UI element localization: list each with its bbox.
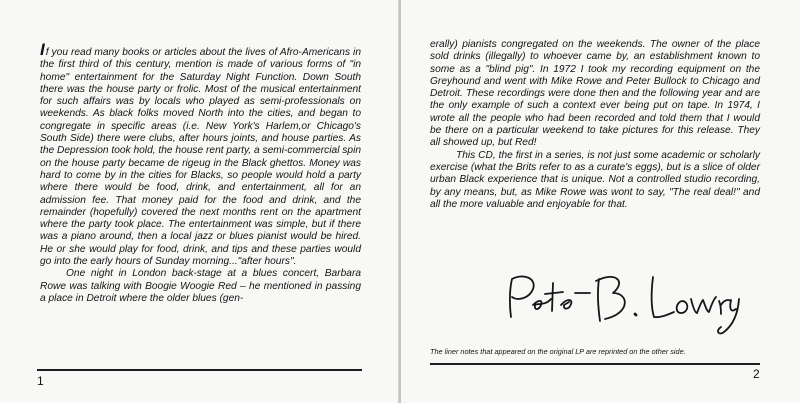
right-page-number: 2 (753, 367, 760, 381)
left-page-text (40, 40, 361, 305)
right-page-text (430, 39, 760, 211)
left-paragraph-2: One night in London back-stage at a blues concert, Barbara Rowe was talking with Boogie Woogie Red – he mentioned in passing a place in Detroit where the older blues (gen- (40, 268, 361, 304)
right-page-rule (430, 363, 760, 365)
right-paragraph-1: erally) pianists congregated on the weekends. The owner of the place sold drinks (illegally) to whoever came by, an establishment known to some as a "blind pig". In 1972 I took my recording equipment on the Greyhound and went with Mike Rowe and Peter Bullock to Chicago and Detroit. These recordings were done then and the following year and are the only example of such a context ever being put on tape. In 1974, I wrote all the people who had been recorded and told them that I would be there on a particular weekend to take pictures for this release. They all showed up, but Red! (430, 39, 760, 149)
signature-stroke-dot (635, 314, 636, 315)
signature-stroke-e (533, 299, 551, 309)
right-page (401, 0, 800, 403)
signature-stroke-b (596, 277, 625, 321)
right-paragraph-2: This CD, the first in a series, is not just some academic or scholarly exercise (what the Brits refer to as a curate's eggs), but is a slice of older urban Black experience that is unique. Not a controlled studio recording, by any means, but, as Mike Rowe was wont to say, "The real deal!" and all the more valuable and enjoyable for that. (430, 149, 760, 210)
liner-notes-footnote: The liner notes that appeared on the original LP are reprinted on the other side. (430, 347, 686, 356)
left-paragraph-1 (40, 40, 361, 268)
signature-stroke-w (691, 297, 716, 313)
signature-stroke-r (719, 300, 731, 314)
left-page-number: 1 (37, 374, 44, 388)
signature-stroke-l (652, 277, 674, 317)
left-page (0, 0, 399, 403)
signature-stroke-t (545, 283, 563, 311)
left-paragraph-1-body: f you read many books or articles about the lives of Afro-Americans in the first third of this century, mention is made of various forms of "in home" entertainment for the Saturday Night Function. Down South there was the house party or frolic. Most of the musical entertainment for such affairs was by locals who played as semi-professionals on weekends. As black folks moved North into the cities, and began to congregate in specific areas (i.e. New York's Harlem,or Chicago's South Side) there were clubs, after hours joints, and house parties. As the Depression took hold, the house rent party, a semi-commercial spin on the house party became de rigeug in the Black ghettos. Money was hard to come by in the cities for Blacks, so people would hold a party where there would be food, drink, and entertainment, all for an admission fee. That money paid for the food and drink, and the remainder (hopefully) covered the next months rent on the apartment where the party took place. The entertainment was simple, but if there was a piano around, then a local jazz or blues pianist would be hired. He or she would play for food, drink, and tips and these parties would go into the early hours of Sunday morning..."after hours". (40, 47, 361, 268)
signature-stroke-o (677, 301, 688, 313)
signature (493, 267, 743, 342)
signature-stroke-e2 (561, 300, 571, 309)
drop-cap: I (40, 40, 45, 59)
left-page-rule (37, 369, 362, 371)
signature-stroke-p (510, 276, 534, 317)
